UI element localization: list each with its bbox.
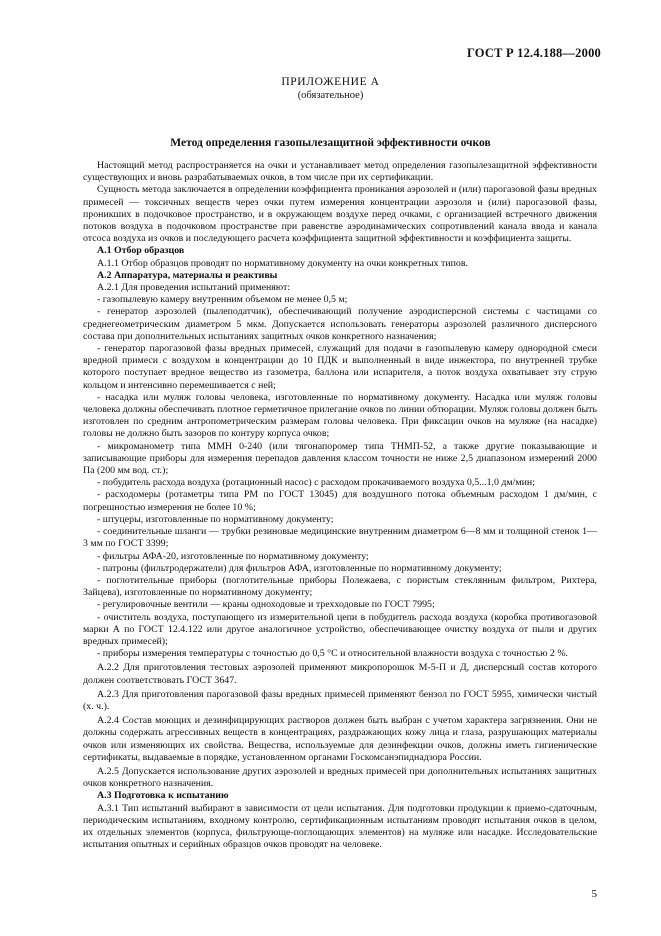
list-item: - очиститель воздуха, поступающего из измерительной цепи в побудитель расхода воздуха (коробка противогазовой марки А по ГОСТ 12.4.122 или другое аналогичное устройство, обеспечивающее очистку воздуха от пыли и других вредных примесей); (83, 611, 597, 647)
page-number: 5 (591, 888, 597, 900)
appendix-title: ПРИЛОЖЕНИЕ А (281, 76, 380, 88)
method-title: Метод определения газопылезащитной эффективности очков (170, 137, 491, 149)
paragraph-a2-1: А.2.1 Для проведения испытаний применяют: (97, 282, 291, 294)
section-heading-a2: А.2 Аппаратура, материалы и реактивы (97, 269, 278, 281)
document-body (83, 160, 597, 851)
list-item: - микроманометр типа ММН 0-240 (или тягонапоромер типа ТНМП-52, а также другие показывающие и записывающие приборы для измерения перепадов давления классом точности не ниже 2,5 диапазоном измерений 2000 Па (200 мм вод. ст.); (83, 440, 597, 477)
paragraph-a2-3: А.2.3 Для приготовления парогазовой фазы вредных примесей применяют бензол по ГОСТ 5955, химически чистый (х. ч.). (83, 688, 597, 712)
paragraph-a2-5: А.2.5 Допускается использование других аэрозолей и вредных примесей при дополнительных испытаниях защитных очков конкретного назначения. (83, 765, 597, 790)
paragraph-a2-4: А.2.4 Состав моющих и дезинфицирующих растворов должен быть выбран с учетом характера загрязнения. Они не должны содержать агрессивных веществ в концентрациях, раздражающих кожу лица и глаза, разрушающих материалы очков или изменяющих их свойства. Вещества, используемые для дезинфекции очков, должны иметь гигиенические сертификаты, выдаваемые в порядке, установленном органами Госкомсанэпиднадзора России. (83, 715, 597, 763)
list-item: - штуцеры, изготовленные по нормативному документу; (97, 513, 334, 525)
list-item: - регулировочные вентили — краны одноходовые и трехходовые по ГОСТ 7995; (97, 599, 435, 611)
section-heading-a3: А.3 Подготовка к испытанию (97, 790, 229, 802)
document-code: ГОСТ Р 12.4.188—2000 (466, 46, 601, 60)
paragraph-a1-1: А.1.1 Отбор образцов проводят по нормативному документу на очки конкретных типов. (97, 257, 468, 269)
list-item: - насадка или муляж головы человека, изготовленные по нормативному документу. Насадка или муляж головы человека должны обеспечивать плотное герметичное прилегание очков по линии обтюрации. Муляж головы должен быть изготовлен по средним антропометрическим размерам головы человека. При фиксации очков на муляже (на насадке) головы не должно быть зазоров по контуру корпуса очков; (83, 391, 597, 440)
list-item: - патроны (фильтродержатели) для фильтров АФА, изготовленные по нормативному документу; (97, 562, 502, 574)
list-item: - генератор парогазовой фазы вредных примесей, служащий для подачи в газопылевую камеру однородной смеси вредной примеси с воздухом в концентрации до 10 ПДК и выполненный в виде инжектора, по внутренней трубке которого поступает вредное вещество из газометра, баллона или испарителя, а поток воздуха охватывает эту струю кольцом и интенсивно перемешивается с ней; (83, 343, 597, 391)
appendix-subtitle: (обязательное) (297, 90, 364, 101)
paragraph-intro: Настоящий метод распространяется на очки и устанавливает метод определения газопылезащитной эффективности существующих и вновь разрабатываемых очков, в том числе при их сертификации. (83, 160, 597, 184)
list-item: - побудитель расхода воздуха (ротационный насос) с расходом прокачиваемого воздуха 0,5...1,0 дм/мин; (97, 477, 535, 489)
paragraph-a3-1: А.3.1 Тип испытаний выбирают в зависимости от цели испытания. Для подготовки продукции к приемо-сдаточным, периодическим испытаниям, входному контролю, сертификационным испытаниям проводят испытания очков в целом, их отдельных элементов (корпуса, фильтрующе-поглощающих элементов) на муляже или насадке. Исследовательские испытания опытных и серийных образцов очков проводят на человеке. (83, 802, 597, 851)
list-item: - фильтры АФА-20, изготовленные по нормативному документу; (97, 550, 369, 562)
paragraph-essence: Сущность метода заключается в определении коэффициента проникания аэрозолей и (или) парогазовой фазы вредных примесей — токсичных веществ через очки путем измерения концентрации аэрозоля и (или) парогазовой фазы, проникших в подочковое пространство, и в окружающем воздухе перед очками, с организацией встречного движения потоков воздуха в подочковом пространстве при равенстве аэродинамических сопротивлений канала ввода и канала отсоса воздуха из очков и последующего расчета коэффициента защитной эффективности и коэффициента защиты. (83, 184, 598, 245)
list-item: - генератор аэрозолей (пылеподатчик), обеспечивающий получение аэродисперсной системы с частицами со среднегеометрическим диаметром 5 мкм. Допускается использовать генераторы аэрозолей различного дисперсного состава при дополнительных испытаниях защитных очков конкретного назначения; (83, 306, 597, 342)
list-item: - расходомеры (ротаметры типа РМ по ГОСТ 13045) для воздушного потока объемным расходом 1 дм/мин, с погрешностью измерения не более 10 %; (83, 489, 597, 513)
list-item: - газопылевую камеру внутренним объемом не менее 0,5 м; (97, 294, 348, 306)
list-item: - соединительные шланги — трубки резиновые медицинские внутренним диаметром 6—8 мм и толщиной стенок 1—3 мм по ГОСТ 3399; (83, 526, 597, 550)
list-item: - поглотительные приборы (поглотительные приборы Полежаева, с пористым стеклянным фильтром, Рихтера, Зайцева), изготовленные по нормативному документу; (83, 574, 597, 599)
list-item: - приборы измерения температуры с точностью до 0,5 °С и относительной влажности воздуха с точностью 2 %. (97, 648, 569, 660)
section-heading-a1: А.1 Отбор образцов (97, 245, 185, 257)
paragraph-a2-2: А.2.2 Для приготовления тестовых аэрозолей применяют микропорошок М-5-П и Д, дисперсный состав которого должен соответствовать ГОСТ 3647. (83, 662, 597, 686)
